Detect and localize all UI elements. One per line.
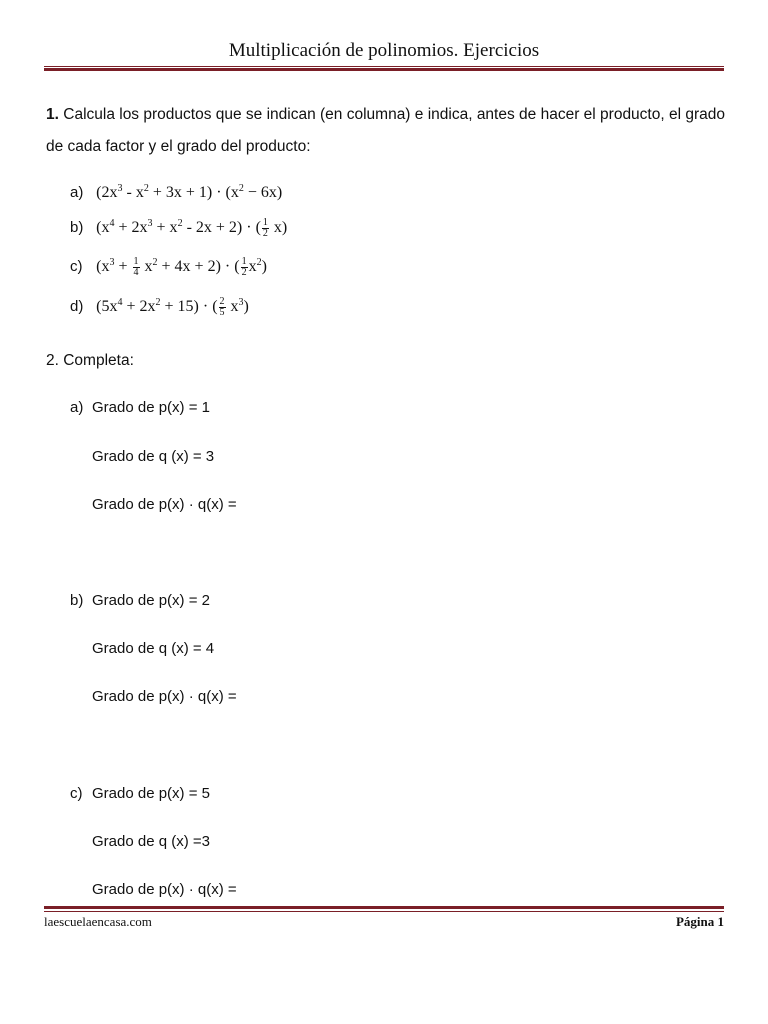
header-rule-thin [44, 66, 724, 67]
exercise-1-item-a [70, 184, 282, 202]
exercise-1-prompt [46, 99, 726, 163]
exercise-2-b-pq: Grado de p(x) · q(x) = [92, 688, 237, 705]
degree-p: Grado de p(x) = 5 [92, 785, 210, 802]
degree-p: Grado de p(x) = 2 [92, 592, 210, 609]
expression: $(5x^4 + 2x^2 + 15)$ · ( $\frac{2}{5}$ $x^3$) [96, 296, 249, 318]
exercise-2-title: 2. Completa: [46, 352, 134, 369]
item-label: b) [70, 219, 84, 237]
exercise-2-c-q: Grado de q (x) =3 [92, 833, 210, 850]
expression: $(x^4 + 2x^3 + x^2 - 2x + 2)$ · ( $\frac{1}{2}$ x) [96, 217, 288, 239]
exercise-1-text: Calcula los productos que se indican (en columna) e indica, antes de hacer el producto, el grado de cada factor y el grado del producto: [46, 106, 725, 155]
page-title: Multiplicación de polinomios. Ejercicios [228, 40, 540, 61]
item-label: c) [70, 258, 83, 276]
exercise-2-c-pq: Grado de p(x) · q(x) = [92, 881, 237, 898]
part-label: a) [70, 399, 84, 416]
exercise-1-item-b [70, 218, 287, 239]
footer-rule-thin [44, 911, 724, 912]
exercise-1-item-d [70, 297, 249, 318]
exercise-2-a-pq: Grado de p(x) · q(x) = [92, 496, 237, 513]
exercise-2-a-p [70, 399, 210, 416]
footer-page-number: Página 1 [675, 914, 724, 929]
footer-rule [44, 906, 724, 909]
item-label: a) [70, 184, 84, 201]
expression: $(2x^3 - x^2 + 3x + 1) \cdot (x^2 - 6x)$ [96, 183, 283, 201]
part-label: b) [70, 592, 84, 609]
header-rule [44, 68, 724, 71]
expression: ($x^3$ + $\frac{1}{4}$ $x^2 + 4x + 2$) · ( $\frac{1}{2}$ $x^2$) [96, 256, 267, 278]
degree-p: Grado de p(x) = 1 [92, 399, 210, 416]
item-label: d) [70, 298, 84, 316]
exercise-2-b-q: Grado de q (x) = 4 [92, 640, 215, 657]
exercise-2-c-p [70, 785, 210, 802]
exercise-1-item-c [70, 257, 267, 278]
exercise-2-a-q: Grado de q (x) = 3 [92, 448, 215, 465]
exercise-1-number: 1. [46, 106, 59, 123]
part-label: c) [70, 785, 83, 802]
footer-site: laescuelaencasa.com [44, 914, 152, 929]
exercise-2-b-p [70, 592, 210, 609]
